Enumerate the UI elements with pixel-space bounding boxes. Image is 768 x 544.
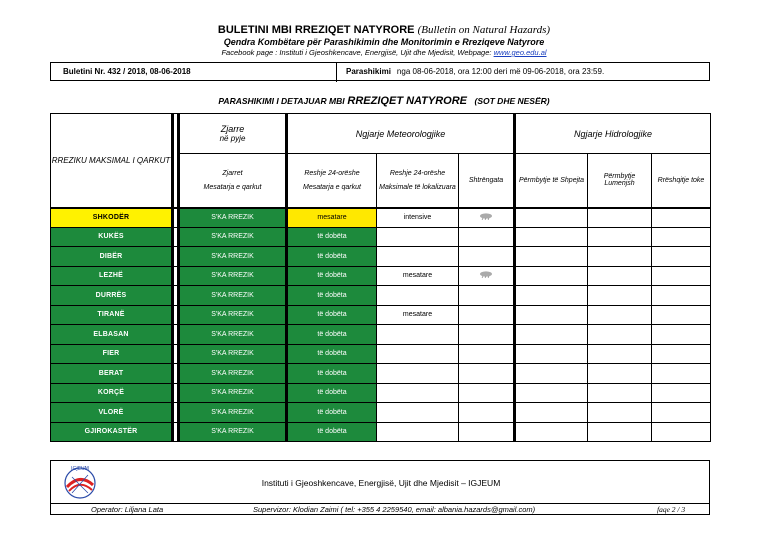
landslide-cell <box>652 383 711 403</box>
flashflood-cell <box>515 266 588 286</box>
region-cell: SHKODËR <box>51 208 173 228</box>
table-row <box>51 208 711 228</box>
riverflood-cell <box>588 364 652 384</box>
riverflood-cell <box>588 422 652 442</box>
center-name: Qendra Kombëtare për Parashikimin dhe Monitorimin e Rreziqeve Natyrore <box>223 37 545 47</box>
riverflood-cell <box>588 208 652 228</box>
landslide-cell <box>652 422 711 442</box>
hazard-table <box>50 113 711 442</box>
storm-cell <box>459 266 515 286</box>
storm-cell <box>459 344 515 364</box>
rain-avg-cell: të dobëta <box>287 344 377 364</box>
flashflood-cell <box>515 286 588 306</box>
storm-cell <box>459 383 515 403</box>
table-row <box>51 403 711 423</box>
col-hyd-header: Ngjarje Hidrologjike <box>515 114 711 154</box>
rain-max-cell <box>377 403 459 423</box>
storm-cloud-icon <box>479 213 493 220</box>
riverflood-cell <box>588 286 652 306</box>
bulletin-info-box <box>50 62 710 81</box>
fire-cell: S'KA RREZIK <box>179 247 287 267</box>
storm-cell <box>459 286 515 306</box>
rain-max-cell <box>377 325 459 345</box>
fire-cell: S'KA RREZIK <box>179 227 287 247</box>
sub-rain-max-header: Reshje 24-orëshe Maksimale të lokalizuara <box>377 154 459 208</box>
riverflood-cell <box>588 403 652 423</box>
storm-cell <box>459 305 515 325</box>
landslide-cell <box>652 247 711 267</box>
landslide-cell <box>652 344 711 364</box>
webpage-link[interactable]: www.geo.edu.al <box>493 48 547 57</box>
sub-rain-avg-header: Reshje 24-orëshe Mesatarja e qarkut <box>287 154 377 208</box>
table-row <box>51 305 711 325</box>
storm-cloud-icon <box>479 271 493 278</box>
section-title: PARASHIKIMI I DETAJUAR MBI RREZIQET NATYRORE (SOT DHE NESËR) <box>218 95 550 107</box>
table-row <box>51 344 711 364</box>
storm-cell <box>459 422 515 442</box>
col-region-header: RREZIKU MAKSIMAL I QARKUT <box>51 114 173 208</box>
institute-name: Instituti i Gjeoshkencave, Energjisë, Ujit dhe Mjedisit – IGJEUM <box>261 478 501 488</box>
storm-cell <box>459 208 515 228</box>
rain-avg-cell: të dobëta <box>287 286 377 306</box>
region-cell: TIRANË <box>51 305 173 325</box>
bulletin-number: Buletini Nr. 432 / 2018, 08-06-2018 <box>63 67 191 76</box>
supervisor: Supervizor: Klodian Zaimi ( tel: +355 4 2259540, email: albania.hazards@gmail.com) <box>253 505 536 514</box>
fire-cell: S'KA RREZIK <box>179 344 287 364</box>
rain-max-cell: mesatare <box>377 305 459 325</box>
riverflood-cell <box>588 383 652 403</box>
sub-fire-header: Zjarret Mesatarja e qarkut <box>179 154 287 208</box>
riverflood-cell <box>588 247 652 267</box>
fire-cell: S'KA RREZIK <box>179 383 287 403</box>
rain-avg-cell: të dobëta <box>287 364 377 384</box>
page-number: faqe 2 / 3 <box>657 505 686 514</box>
rain-avg-cell: të dobëta <box>287 266 377 286</box>
rain-max-cell <box>377 247 459 267</box>
flashflood-cell <box>515 403 588 423</box>
svg-text:IGJEUM: IGJEUM <box>71 466 89 472</box>
sub-flashflood-header: Përmbytje të Shpejta <box>515 154 588 208</box>
flashflood-cell <box>515 247 588 267</box>
flashflood-cell <box>515 383 588 403</box>
storm-cell <box>459 227 515 247</box>
storm-cell <box>459 247 515 267</box>
region-cell: BERAT <box>51 364 173 384</box>
fire-cell: S'KA RREZIK <box>179 286 287 306</box>
riverflood-cell <box>588 305 652 325</box>
storm-cell <box>459 364 515 384</box>
region-cell: KORÇË <box>51 383 173 403</box>
bulletin-title-english: (Bulletin on Natural Hazards) <box>417 24 551 36</box>
region-cell: DIBËR <box>51 247 173 267</box>
rain-avg-cell: të dobëta <box>287 247 377 267</box>
riverflood-cell <box>588 344 652 364</box>
fire-cell: S'KA RREZIK <box>179 403 287 423</box>
sub-storm-header: Shtrëngata <box>459 154 515 208</box>
landslide-cell <box>652 403 711 423</box>
footer <box>50 460 710 515</box>
region-cell: FIER <box>51 344 173 364</box>
rain-max-cell: intensive <box>377 208 459 228</box>
flashflood-cell <box>515 364 588 384</box>
region-cell: LEZHË <box>51 266 173 286</box>
flashflood-cell <box>515 305 588 325</box>
region-cell: KUKËS <box>51 227 173 247</box>
fire-cell: S'KA RREZIK <box>179 266 287 286</box>
riverflood-cell <box>588 325 652 345</box>
col-met-header: Ngjarje Meteorologjike <box>287 114 515 154</box>
riverflood-cell <box>588 227 652 247</box>
table-row <box>51 227 711 247</box>
operator: Operator: Liljana Lata <box>91 505 164 514</box>
landslide-cell <box>652 305 711 325</box>
landslide-cell <box>652 208 711 228</box>
table-row <box>51 325 711 345</box>
rain-max-cell <box>377 286 459 306</box>
flashflood-cell <box>515 344 588 364</box>
rain-max-cell <box>377 227 459 247</box>
landslide-cell <box>652 286 711 306</box>
flashflood-cell <box>515 208 588 228</box>
rain-max-cell: mesatare <box>377 266 459 286</box>
table-row <box>51 422 711 442</box>
table-row <box>51 266 711 286</box>
rain-avg-cell: të dobëta <box>287 383 377 403</box>
sub-riverflood-header: Përmbytje Lumenjsh <box>588 154 652 208</box>
table-row <box>51 383 711 403</box>
region-cell: DURRËS <box>51 286 173 306</box>
storm-cell <box>459 325 515 345</box>
rain-max-cell <box>377 383 459 403</box>
landslide-cell <box>652 266 711 286</box>
fire-cell: S'KA RREZIK <box>179 305 287 325</box>
bulletin-title: BULETINI MBI RREZIQET NATYRORE (Bulletin on Natural Hazards) <box>217 24 551 36</box>
col-fire-header: Zjarre në pyje <box>179 114 287 154</box>
fire-cell: S'KA RREZIK <box>179 422 287 442</box>
rain-max-cell <box>377 364 459 384</box>
divider <box>336 63 337 82</box>
landslide-cell <box>652 227 711 247</box>
table-row <box>51 286 711 306</box>
rain-max-cell <box>377 422 459 442</box>
fire-cell: S'KA RREZIK <box>179 364 287 384</box>
landslide-cell <box>652 364 711 384</box>
storm-cell <box>459 403 515 423</box>
flashflood-cell <box>515 325 588 345</box>
footer-divider <box>51 503 709 504</box>
rain-avg-cell: të dobëta <box>287 305 377 325</box>
rain-avg-cell: mesatare <box>287 208 377 228</box>
region-cell: GJIROKASTËR <box>51 422 173 442</box>
flashflood-cell <box>515 422 588 442</box>
rain-avg-cell: të dobëta <box>287 325 377 345</box>
rain-avg-cell: të dobëta <box>287 422 377 442</box>
fire-cell: S'KA RREZIK <box>179 325 287 345</box>
sub-landslide-header: Rrëshqitje toke <box>652 154 711 208</box>
riverflood-cell <box>588 266 652 286</box>
facebook-line: Facebook page : Instituti i Gjeoshkencave, Energjisë, Ujit dhe Mjedisit, Webpage: www.geo.edu.al <box>221 48 547 57</box>
rain-max-cell <box>377 344 459 364</box>
flashflood-cell <box>515 227 588 247</box>
table-row <box>51 364 711 384</box>
region-cell: VLORË <box>51 403 173 423</box>
fire-cell: S'KA RREZIK <box>179 208 287 228</box>
rain-avg-cell: të dobëta <box>287 403 377 423</box>
table-row <box>51 247 711 267</box>
landslide-cell <box>652 325 711 345</box>
forecast-period: Parashikimi nga 08-06-2018, ora 12:00 deri më 09-06-2018, ora 23:59. <box>346 67 605 76</box>
rain-avg-cell: të dobëta <box>287 227 377 247</box>
region-cell: ELBASAN <box>51 325 173 345</box>
